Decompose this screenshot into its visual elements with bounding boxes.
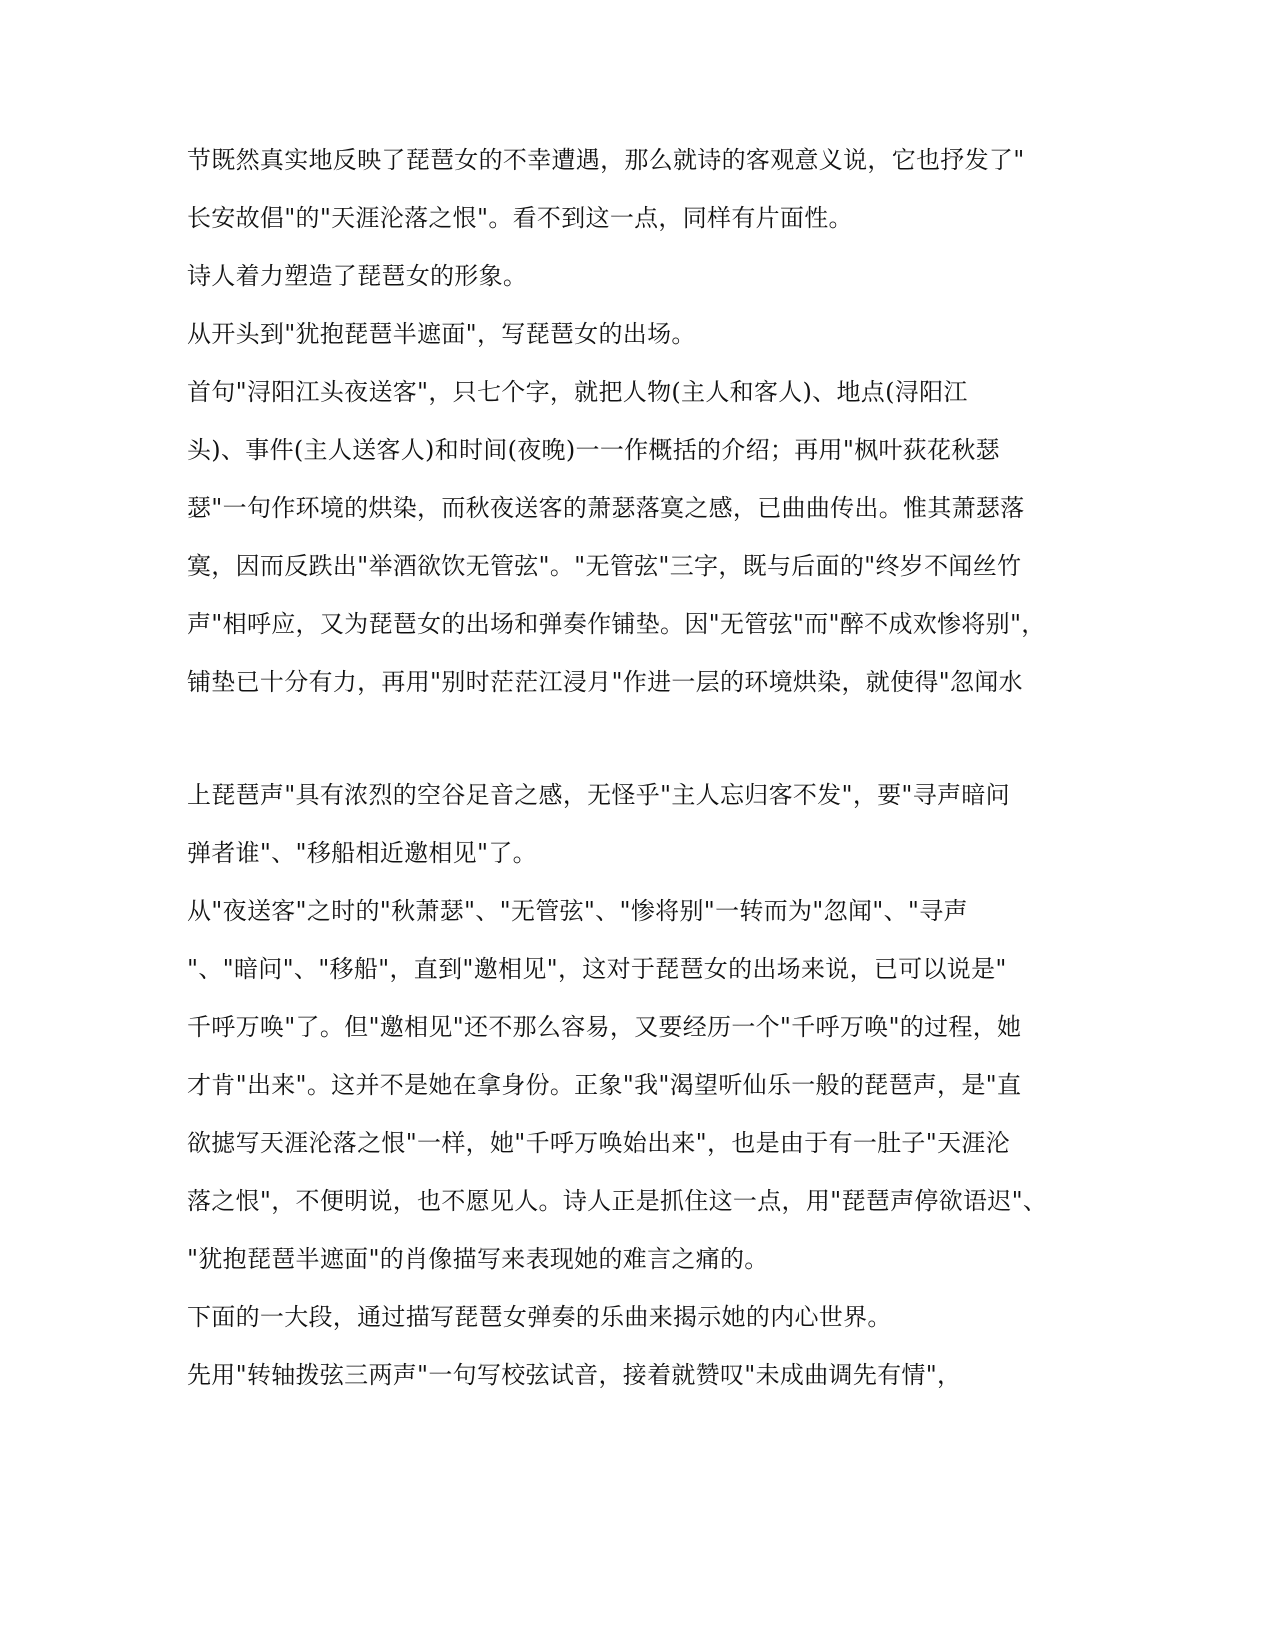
- text-line: 瑟"一句作环境的烘染，而秋夜送客的萧瑟落寞之感，已曲曲传出。惟其萧瑟落: [187, 494, 1025, 522]
- text-line: 从开头到"犹抱琵琶半遮面"，写琵琶女的出场。: [187, 320, 696, 348]
- text-line: 铺垫已十分有力，再用"别时茫茫江浸月"作进一层的环境烘染，就使得"忽闻水: [187, 668, 1023, 696]
- text-line: 头)、事件(主人送客人)和时间(夜晚)一一作概括的介绍；再用"枫叶荻花秋瑟: [187, 436, 1000, 464]
- text-line: 长安故倡"的"天涯沦落之恨"。看不到这一点，同样有片面性。: [187, 204, 853, 232]
- text-line: 千呼万唤"了。但"邀相见"还不那么容易，又要经历一个"千呼万唤"的过程，她: [187, 1013, 1022, 1041]
- text-line: 欲摅写天涯沦落之恨"一样，她"千呼万唤始出来"，也是由于有一肚子"天涯沦: [187, 1129, 1010, 1157]
- text-line: 节既然真实地反映了琵琶女的不幸遭遇，那么就诗的客观意义说，它也抒发了": [187, 146, 1025, 174]
- text-line: 弹者谁"、"移船相近邀相见"了。: [187, 839, 537, 867]
- text-line: 声"相呼应，又为琵琶女的出场和弹奏作铺垫。因"无管弦"而"醉不成欢惨将别"，: [187, 610, 1046, 638]
- text-line: 首句"浔阳江头夜送客"，只七个字，就把人物(主人和客人)、地点(浔阳江: [187, 378, 968, 406]
- text-line: 诗人着力塑造了琵琶女的形象。: [187, 262, 528, 290]
- text-line: "犹抱琵琶半遮面"的肖像描写来表现她的难言之痛的。: [187, 1245, 769, 1273]
- text-line: 下面的一大段，通过描写琵琶女弹奏的乐曲来揭示她的内心世界。: [187, 1303, 892, 1331]
- text-line: 才肯"出来"。这并不是她在拿身份。正象"我"渴望听仙乐一般的琵琶声，是"直: [187, 1071, 1022, 1099]
- text-line: "、"暗问"、"移船"，直到"邀相见"，这对于琵琶女的出场来说，已可以说是": [187, 955, 1007, 983]
- text-line: 落之恨"，不便明说，也不愿见人。诗人正是抓住这一点，用"琵琶声停欲语迟"、: [187, 1187, 1048, 1215]
- text-line: 寞，因而反跌出"举酒欲饮无管弦"。"无管弦"三字，既与后面的"终岁不闻丝竹: [187, 552, 1022, 580]
- text-line: 上琵琶声"具有浓烈的空谷足音之感，无怪乎"主人忘归客不发"，要"寻声暗问: [187, 781, 1010, 809]
- text-line: 从"夜送客"之时的"秋萧瑟"、"无管弦"、"惨将别"一转而为"忽闻"、"寻声: [187, 897, 968, 925]
- text-line: 先用"转轴拨弦三两声"一句写校弦试音，接着就赞叹"未成曲调先有情"，: [187, 1361, 962, 1389]
